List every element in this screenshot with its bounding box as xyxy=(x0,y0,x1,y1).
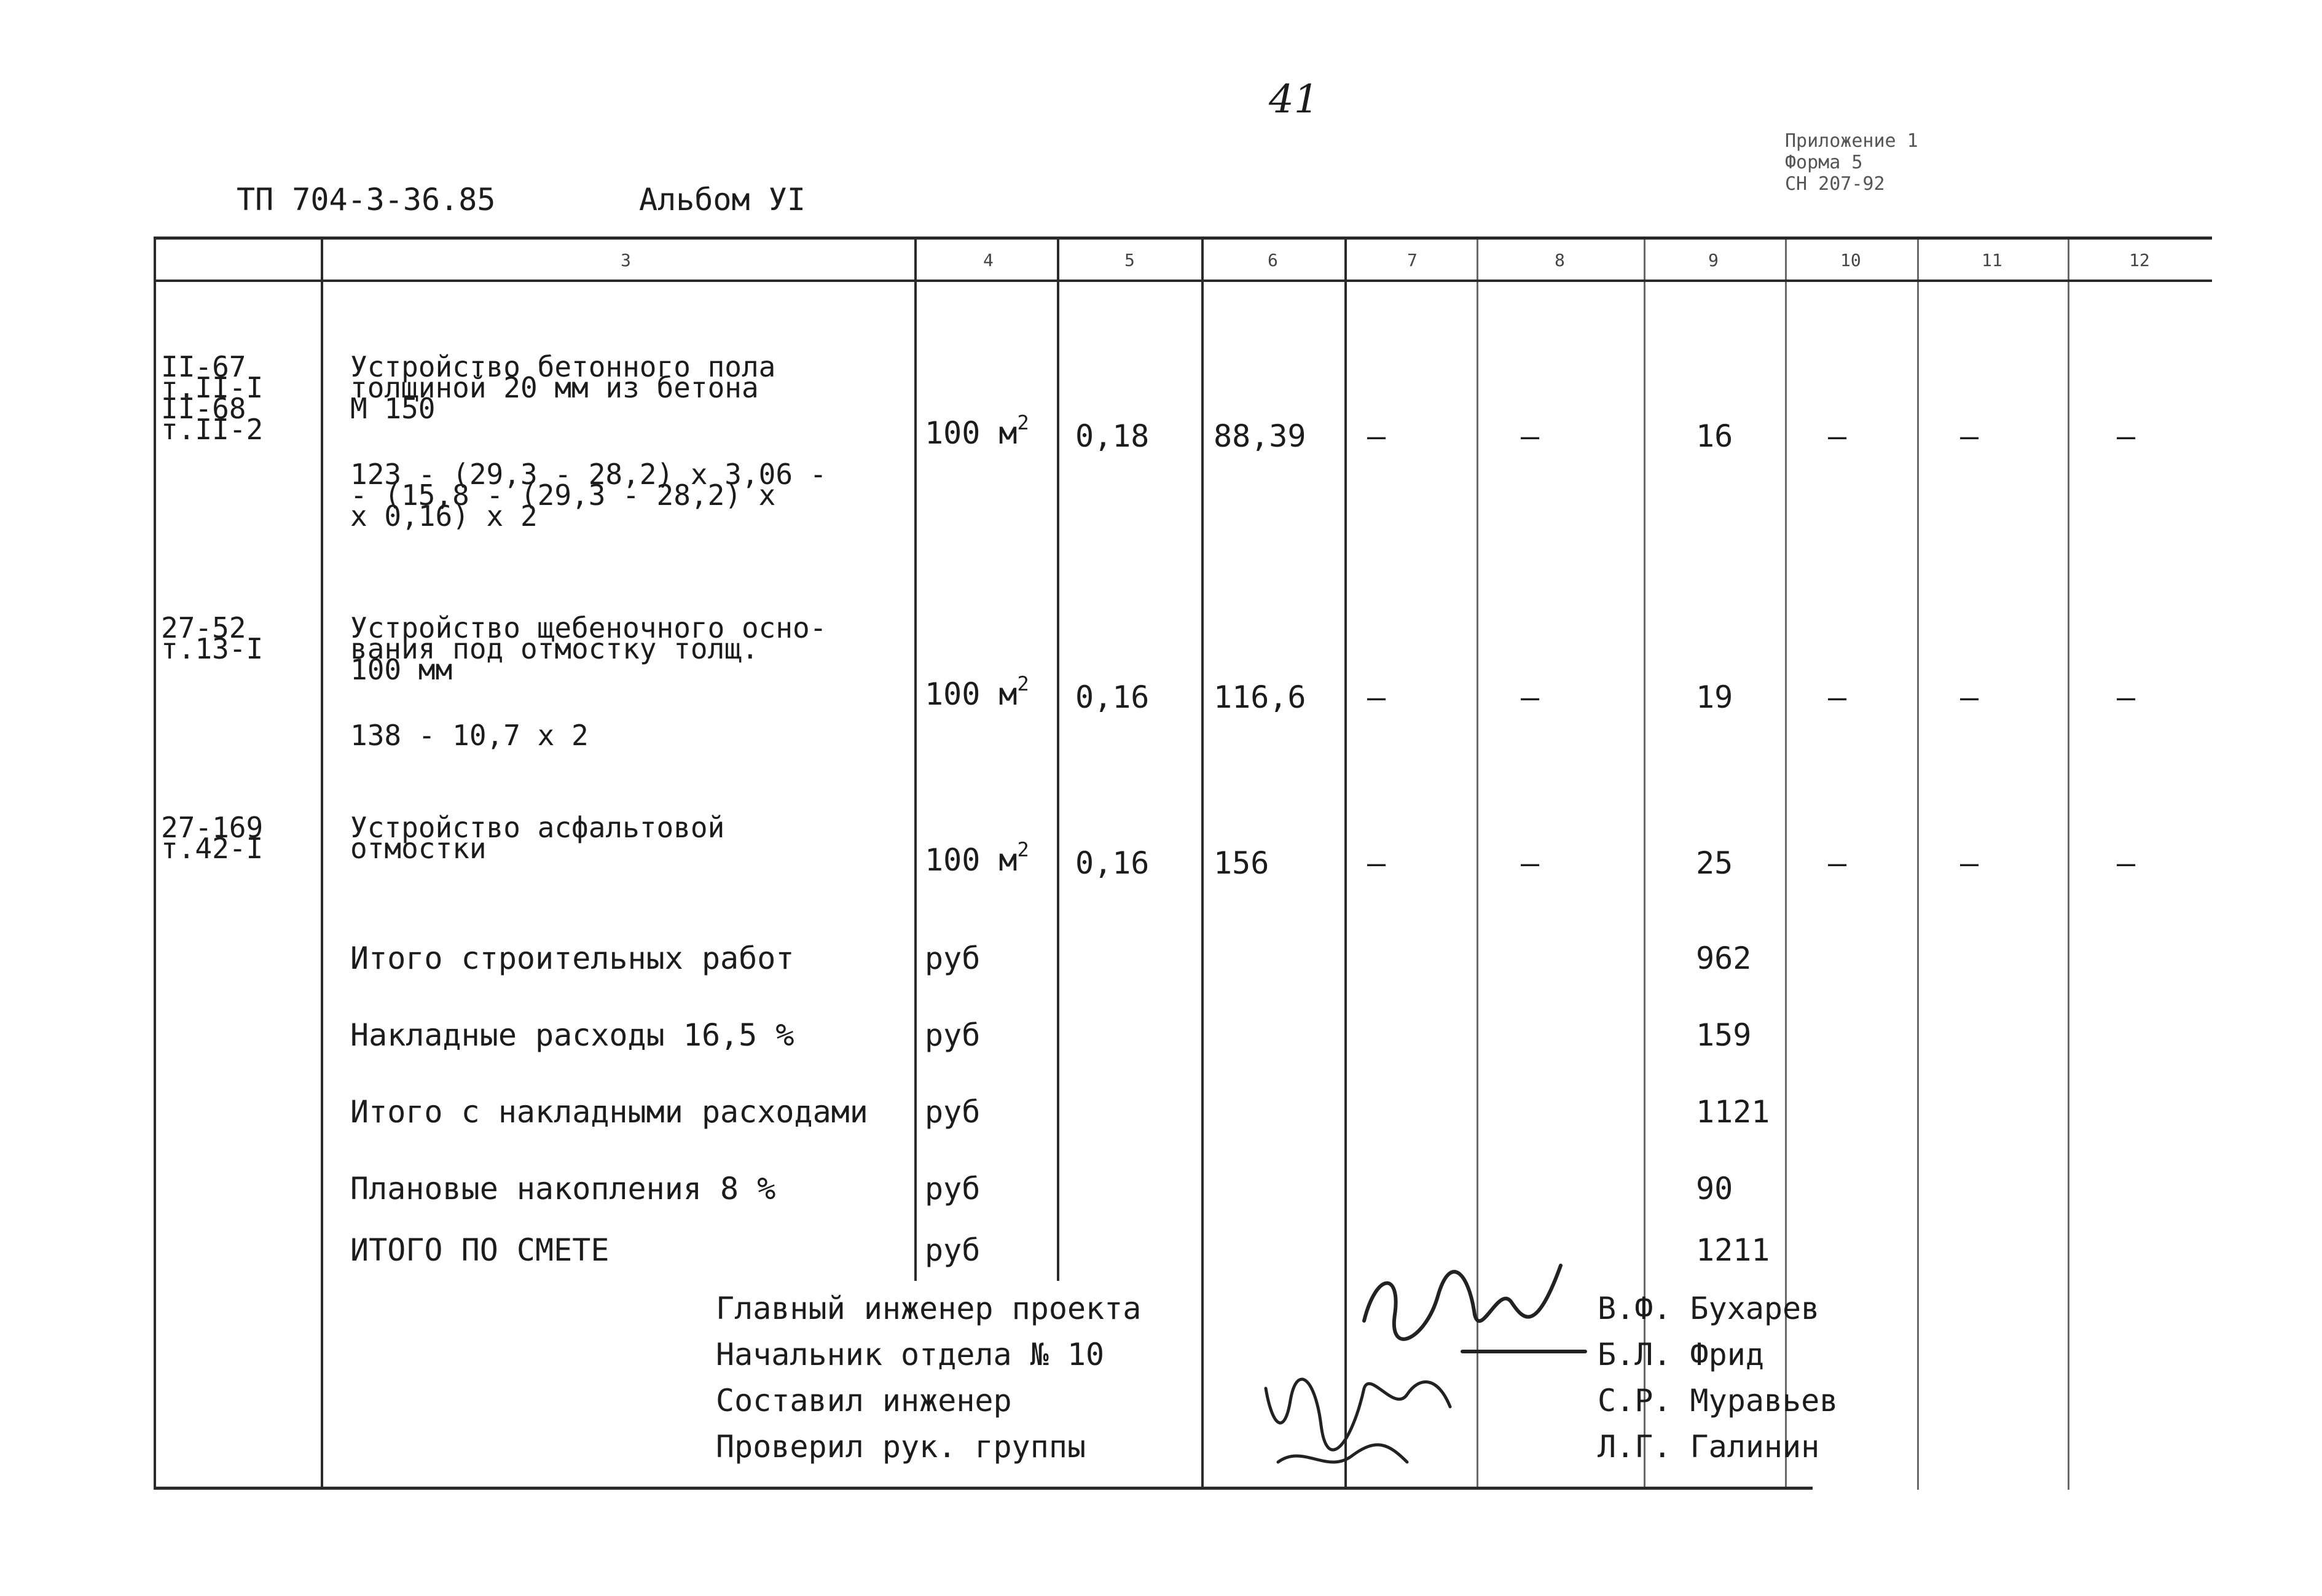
column-header: 6 xyxy=(1268,250,1278,270)
rate-code: 27-169 т.42-I xyxy=(161,811,264,865)
rate-code: II-67 т.II-I II-68 т.II-2 xyxy=(161,350,264,446)
cell-dash: – xyxy=(2117,679,2136,715)
column-header: 7 xyxy=(1407,250,1418,270)
total-value: 90 xyxy=(1696,1171,1733,1207)
work-description: Устройство щебеночного осно- вания под отмостку толщ. 100 мм xyxy=(350,611,827,686)
header-bottom-rule xyxy=(154,280,2212,282)
column-divider xyxy=(1344,237,1347,1490)
cell-dash: – xyxy=(1960,845,1979,881)
cell-dash: – xyxy=(1828,845,1847,881)
album-label: Альбом УI xyxy=(639,182,806,217)
column-header: 5 xyxy=(1124,250,1135,270)
column-divider xyxy=(1201,237,1204,1490)
total-cost: 25 xyxy=(1696,845,1733,881)
unit-superscript: 2 xyxy=(1017,411,1029,434)
column-header: 10 xyxy=(1840,250,1861,270)
quantity-value: 0,16 xyxy=(1075,845,1150,881)
quantity-value: 0,18 xyxy=(1075,418,1150,454)
column-divider xyxy=(321,237,323,1490)
total-unit: руб xyxy=(925,1171,981,1207)
total-label: Итого строительных работ xyxy=(350,941,794,976)
total-unit: руб xyxy=(925,1094,981,1130)
quantity-calculation: 138 - 10,7 x 2 xyxy=(350,719,589,752)
stamp-line: Форма 5 xyxy=(1785,152,1863,173)
work-description: Устройство асфальтовой отмостки xyxy=(350,811,725,865)
unit-cell xyxy=(925,838,1029,878)
unit-cell xyxy=(925,672,1029,712)
cell-dash: – xyxy=(2117,418,2136,454)
stamp-line: СН 207-92 xyxy=(1785,173,1885,195)
total-cost: 19 xyxy=(1696,679,1733,715)
stamp-line: Приложение 1 xyxy=(1785,130,1918,152)
cell-dash: – xyxy=(1828,418,1847,454)
column-header: 12 xyxy=(2129,250,2150,270)
quantity-calculation: 123 - (29,3 - 28,2) x 3,06 - - (15,8 - (29,3 - 28,2) x x 0,16) x 2 xyxy=(350,458,827,533)
unit-price: 88,39 xyxy=(1214,418,1306,454)
cell-dash: – xyxy=(1521,679,1540,715)
table-bottom-rule xyxy=(154,1487,1813,1490)
handwritten-signature xyxy=(1253,1352,1475,1487)
column-divider xyxy=(914,237,917,1281)
column-divider xyxy=(1917,237,1919,1490)
column-header: 4 xyxy=(983,250,994,270)
cell-dash: – xyxy=(1960,679,1979,715)
cell-dash: – xyxy=(1521,418,1540,454)
signatory-name: Б.Л. Фрид xyxy=(1598,1337,1764,1372)
cell-dash: – xyxy=(2117,845,2136,881)
total-label: ИТОГО ПО СМЕТЕ xyxy=(350,1232,610,1268)
page-number: 41 xyxy=(1269,77,1319,122)
rate-code: 27-52 т.13-I xyxy=(161,611,264,665)
cell-dash: – xyxy=(1367,418,1386,454)
signatory-name: Л.Г. Галинин xyxy=(1598,1429,1820,1465)
cell-dash: – xyxy=(1828,679,1847,715)
column-header: 11 xyxy=(1982,250,2002,270)
cell-dash: – xyxy=(1521,845,1540,881)
doc-code: ТП 704-3-36.85 xyxy=(237,182,496,217)
quantity-value: 0,16 xyxy=(1075,679,1150,715)
total-value: 962 xyxy=(1696,941,1752,976)
total-unit: руб xyxy=(925,1232,981,1268)
unit-text: 100 м xyxy=(925,415,1018,451)
unit-superscript: 2 xyxy=(1017,838,1029,861)
unit-superscript: 2 xyxy=(1017,672,1029,695)
unit-cell xyxy=(925,411,1029,451)
signatory-role: Главный инженер проекта xyxy=(716,1291,1142,1326)
total-value: 159 xyxy=(1696,1017,1752,1053)
unit-text: 100 м xyxy=(925,676,1018,712)
total-label: Накладные расходы 16,5 % xyxy=(350,1017,794,1053)
cell-dash: – xyxy=(1367,679,1386,715)
signatory-name: В.Ф. Бухарев xyxy=(1598,1291,1820,1326)
table-top-rule xyxy=(154,237,2212,240)
signatory-role: Составил инженер xyxy=(716,1383,1012,1418)
total-value: 1121 xyxy=(1696,1094,1770,1130)
total-unit: руб xyxy=(925,1017,981,1053)
total-value: 1211 xyxy=(1696,1232,1770,1268)
column-header: 3 xyxy=(621,250,631,270)
signatory-role: Проверил рук. группы xyxy=(716,1429,1086,1465)
signatory-role: Начальник отдела № 10 xyxy=(716,1337,1105,1372)
unit-price: 156 xyxy=(1214,845,1269,881)
column-header: 8 xyxy=(1555,250,1565,270)
signatory-name: С.Р. Муравьев xyxy=(1598,1383,1838,1418)
column-header: 9 xyxy=(1708,250,1719,270)
total-cost: 16 xyxy=(1696,418,1733,454)
cell-dash: – xyxy=(1960,418,1979,454)
column-divider xyxy=(1057,237,1059,1281)
column-divider xyxy=(2068,237,2069,1490)
total-label: Итого с накладными расходами xyxy=(350,1094,868,1130)
unit-price: 116,6 xyxy=(1214,679,1306,715)
cell-dash: – xyxy=(1367,845,1386,881)
unit-text: 100 м xyxy=(925,842,1018,878)
total-label: Плановые накопления 8 % xyxy=(350,1171,776,1207)
total-unit: руб xyxy=(925,941,981,976)
work-description: Устройство бетонного пола толщиной 20 мм из бетона М 150 xyxy=(350,350,776,425)
column-divider xyxy=(154,237,156,1490)
